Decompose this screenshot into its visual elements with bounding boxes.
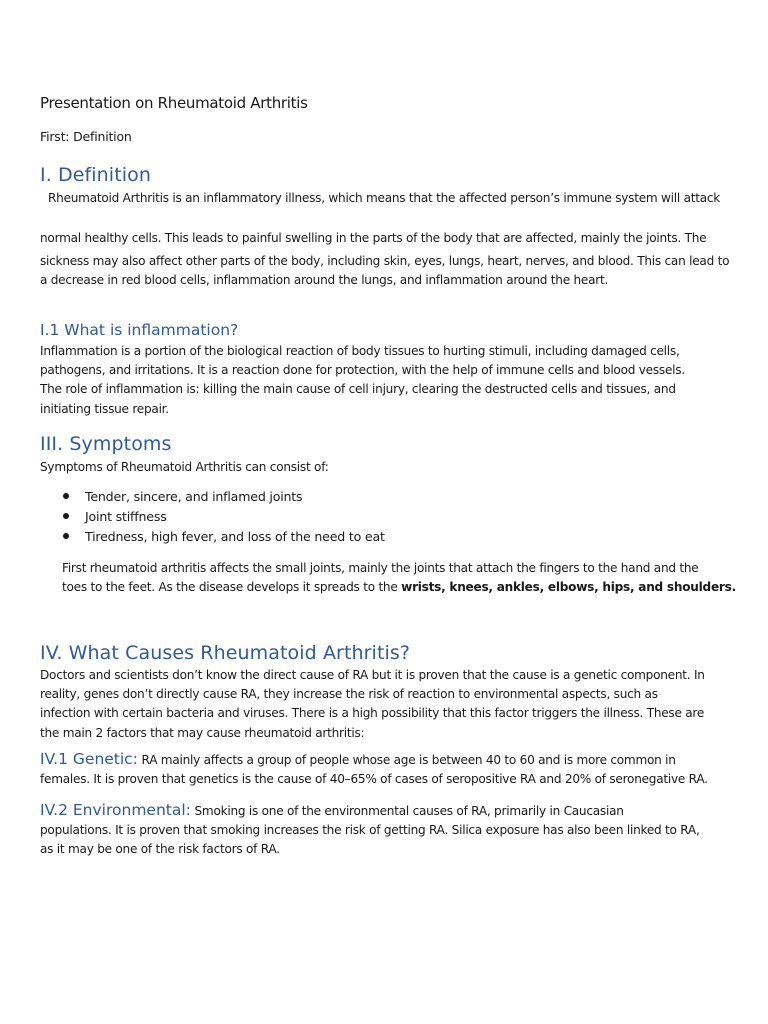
symptoms-heading: III. Symptoms <box>40 433 172 455</box>
bullet-icon <box>63 533 69 539</box>
inflammation-line: The role of inflammation is: killing the main cause of cell injury, clearing the destructed cells and tissues, and <box>40 382 676 397</box>
definition-line-4: a decrease in red blood cells, inflammation around the lungs, and inflammation around the heart. <box>40 273 609 287</box>
list-item <box>40 487 385 507</box>
genetic-text: RA mainly affects a group of people whose age is between 40 to 60 and is more common in <box>137 753 676 767</box>
environmental-section <box>40 801 740 860</box>
environmental-heading: IV.2 Environmental: <box>40 801 191 819</box>
genetic-section <box>40 750 740 789</box>
symptom-text: Tiredness, high fever, and loss of the need to eat <box>85 529 385 544</box>
inflammation-paragraph <box>40 342 740 419</box>
bullet-icon <box>63 513 69 519</box>
causes-line: Doctors and scientists don’t know the direct cause of RA but it is proven that the cause is a genetic component. In <box>40 668 705 682</box>
symptom-text: Joint stiffness <box>85 509 167 524</box>
genetic-line-1 <box>40 750 740 770</box>
list-item <box>40 507 385 527</box>
definition-line-1: Rheumatoid Arthritis is an inflammatory illness, which means that the affected person’s immune system will attack <box>48 191 721 205</box>
environmental-line-2: populations. It is proven that smoking increases the risk of getting RA. Silica exposure has also been linked to RA, <box>40 823 700 838</box>
causes-line: reality, genes don’t directly cause RA, they increase the risk of reaction to environmental aspects, such as <box>40 687 658 702</box>
symptoms-intro: Symptoms of Rheumatoid Arthritis can consist of: <box>40 460 329 474</box>
inflammation-line: Inflammation is a portion of the biological reaction of body tissues to hurting stimuli, including damaged cells, <box>40 344 680 358</box>
causes-heading: IV. What Causes Rheumatoid Arthritis? <box>40 642 411 664</box>
symptom-text: Tender, sincere, and inflamed joints <box>85 489 303 504</box>
symptoms-paragraph <box>62 559 752 597</box>
causes-paragraph <box>40 666 740 743</box>
symptoms-list <box>40 487 385 547</box>
inflammation-heading: I.1 What is inflammation? <box>40 321 239 339</box>
symptoms-para-line-1: First rheumatoid arthritis affects the small joints, mainly the joints that attach the fingers to the hand and the <box>62 561 699 575</box>
causes-line: infection with certain bacteria and viruses. There is a high possibility that this factor triggers the illness. These are <box>40 706 705 721</box>
document-title: Presentation on Rheumatoid Arthritis <box>40 94 308 112</box>
symptoms-para-line-2 <box>62 578 752 597</box>
definition-line-2: normal healthy cells. This leads to painful swelling in the parts of the body that are affected, mainly the joints. The <box>40 231 707 245</box>
list-item <box>40 527 385 547</box>
definition-line-3: sickness may also affect other parts of the body, including skin, eyes, lungs, heart, nerves, and blood. This can lead to <box>40 254 730 268</box>
genetic-line-2: females. It is proven that genetics is the cause of 40–65% of cases of seropositive RA and 20% of seronegative RA. <box>40 772 708 787</box>
inflammation-line: initiating tissue repair. <box>40 401 169 416</box>
inflammation-line: pathogens, and irritations. It is a reaction done for protection, with the help of immune cells and blood vessels. <box>40 363 685 378</box>
bullet-icon <box>63 493 69 499</box>
environmental-line-3: as it may be one of the risk factors of RA. <box>40 842 280 857</box>
document-subtitle: First: Definition <box>40 129 132 144</box>
symptoms-para-text: toes to the feet. As the disease develops it spreads to the <box>62 580 402 595</box>
genetic-heading: IV.1 Genetic: <box>40 750 138 768</box>
causes-line: the main 2 factors that may cause rheumatoid arthritis: <box>40 725 365 740</box>
environmental-text: Smoking is one of the environmental causes of RA, primarily in Caucasian <box>190 804 624 818</box>
affected-joints-text: wrists, knees, ankles, elbows, hips, and shoulders. <box>401 580 736 595</box>
environmental-line-1 <box>40 801 740 821</box>
definition-heading: I. Definition <box>40 164 151 186</box>
